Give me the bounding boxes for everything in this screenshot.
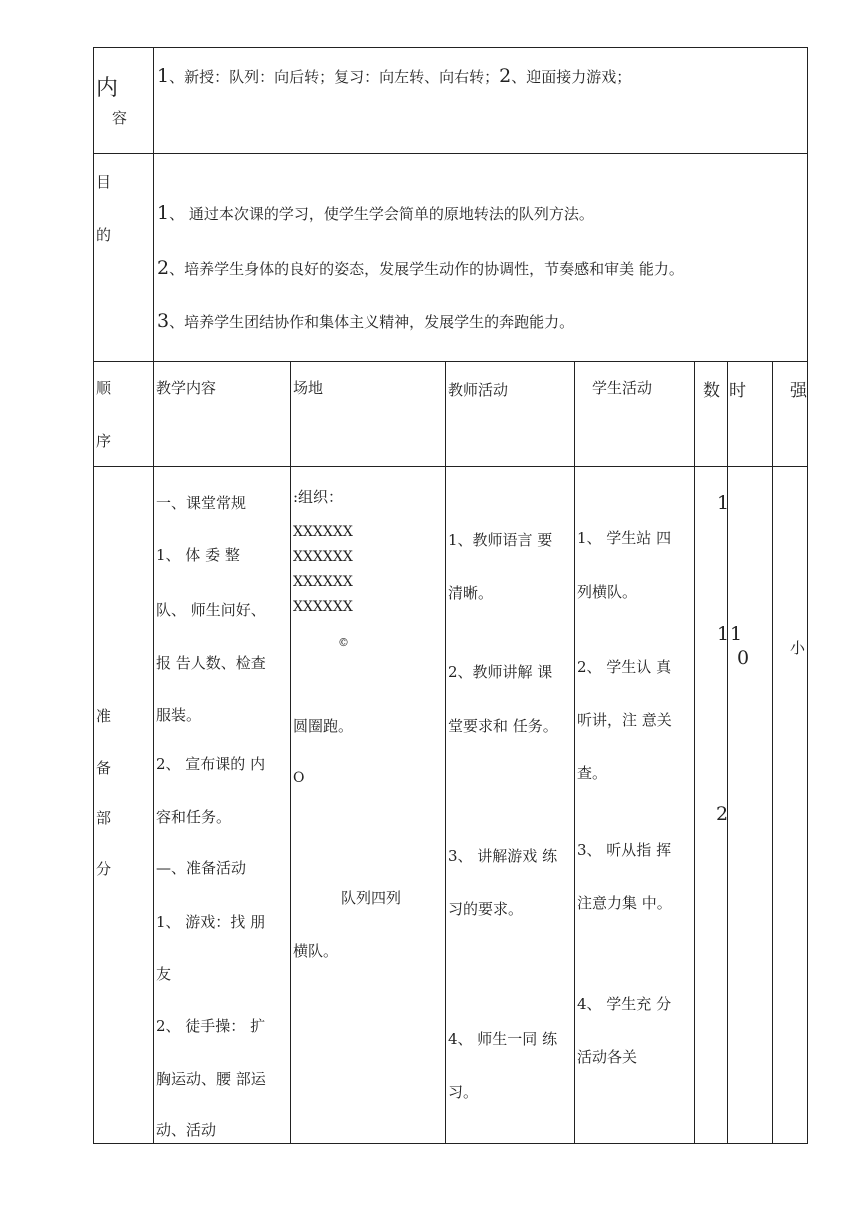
header-student: 学生活动 xyxy=(592,379,653,397)
formation-row: XXXXXX xyxy=(293,524,353,540)
column-divider-time xyxy=(772,361,773,1144)
header-venue: 场地 xyxy=(293,379,324,397)
section-name-char: 备 xyxy=(96,759,112,777)
content-row-label-1: 内 xyxy=(96,76,119,101)
column-divider-content xyxy=(290,361,291,1144)
teacher-line: 堂要求和 任务。 xyxy=(448,717,558,735)
teacher-line: 2、教师讲解 课 xyxy=(448,663,553,681)
goal-number: 3 xyxy=(157,310,170,332)
goal-text: 、培养学生团结协作和集体主义精神，发展学生的奔跑能力。 xyxy=(169,313,575,331)
student-line: 听讲，注 意关 xyxy=(577,711,672,729)
header-time: 时 xyxy=(729,381,746,401)
venue-circle-run: 圆圈跑。 xyxy=(293,717,354,735)
content-line: 队、 师生问好、 xyxy=(156,601,266,619)
column-divider-count xyxy=(727,361,728,1144)
time-value: 0 xyxy=(737,647,750,669)
student-line: 4、 学生充 分 xyxy=(577,995,672,1013)
content-row-label-2: 容 xyxy=(112,109,128,127)
content-line: 报 告人数、检查 xyxy=(156,654,266,672)
student-line: 3、 听从指 挥 xyxy=(577,841,672,859)
goal-text: 、 通过本次课的学习，使学生学会简单的原地转法的队列方法。 xyxy=(169,205,594,223)
section-name-char: 准 xyxy=(96,707,112,725)
content-line: 2、 宣布课的 内 xyxy=(156,755,266,773)
header-intensity: 强 xyxy=(790,381,807,401)
column-divider-student xyxy=(694,361,695,1144)
column-divider-venue xyxy=(445,361,446,1144)
content-line: 胸运动、腰 部运 xyxy=(156,1070,266,1088)
student-line: 活动各关 xyxy=(577,1048,638,1066)
goal-item xyxy=(157,258,684,279)
content-line: 容和任务。 xyxy=(156,808,232,826)
formation-row: XXXXXX xyxy=(293,574,353,590)
content-line: 2、 徒手操： 扩 xyxy=(156,1017,266,1035)
venue-circle-symbol: O xyxy=(293,770,305,786)
row-divider-goals xyxy=(93,361,808,362)
teacher-line: 习的要求。 xyxy=(448,900,524,918)
teacher-line: 1、教师语言 要 xyxy=(448,531,553,549)
count-value: 1 xyxy=(717,492,730,514)
student-line: 注意力集 中。 xyxy=(577,894,672,912)
venue-formation-line-1: 队列四列 xyxy=(341,889,402,907)
content-text-a: 、新授：队列：向后转；复习：向左转、向右转； xyxy=(169,68,500,86)
goals-row-label-1: 目 xyxy=(96,173,112,191)
content-text-b: 、迎面接力游戏； xyxy=(511,68,632,86)
goal-text: 、培养学生身体的良好的姿态，发展学生动作的协调性，节奏感和审美 能力。 xyxy=(169,260,684,278)
row-divider-header xyxy=(93,466,808,467)
count-value: 2 xyxy=(716,803,729,825)
content-line: 动、活动 xyxy=(156,1121,217,1139)
formation-row: XXXXXX xyxy=(293,549,353,565)
header-order-1: 顺 xyxy=(96,379,112,397)
header-teacher: 教师活动 xyxy=(448,381,509,399)
intensity-value: 小 xyxy=(790,639,806,657)
content-line: —、准备活动 xyxy=(156,859,247,877)
header-order-2: 序 xyxy=(96,432,112,450)
content-number-2: 2 xyxy=(499,65,512,87)
goal-number: 2 xyxy=(157,257,170,279)
venue-organization-label: :组织： xyxy=(293,488,344,506)
formation-row: XXXXXX xyxy=(293,599,353,615)
section-name-char: 部 xyxy=(96,809,112,827)
table-border-left xyxy=(93,47,94,1144)
content-line: 一、课堂常规 xyxy=(156,494,247,512)
student-line: 1、 学生站 四 xyxy=(577,529,672,547)
section-name-char: 分 xyxy=(96,860,112,878)
student-line: 列横队。 xyxy=(577,583,638,601)
teacher-line: 清晰。 xyxy=(448,584,494,602)
lesson-content-text xyxy=(157,66,631,87)
teacher-line: 习。 xyxy=(448,1083,479,1101)
content-number-1: 1 xyxy=(157,65,170,87)
table-border-top xyxy=(93,47,808,48)
table-border-bottom xyxy=(93,1143,808,1144)
teacher-line: 4、 师生一同 练 xyxy=(448,1030,558,1048)
column-divider-teacher xyxy=(574,361,575,1144)
header-content: 教学内容 xyxy=(156,379,217,397)
goal-item xyxy=(157,311,574,332)
goals-row-label-2: 的 xyxy=(96,226,112,244)
content-line: 1、 体 委 整 xyxy=(156,546,240,564)
goal-number: 1 xyxy=(157,202,170,224)
content-line: 1、 游戏：找 朋 xyxy=(156,913,266,931)
row-divider-content xyxy=(93,153,808,154)
header-count: 数 xyxy=(703,381,720,401)
teacher-position-symbol: © xyxy=(338,636,349,649)
table-border-right xyxy=(807,47,808,1144)
content-line: 友 xyxy=(156,965,172,983)
time-value: 1 xyxy=(730,623,743,645)
student-line: 查。 xyxy=(577,764,608,782)
goal-item xyxy=(157,203,594,224)
student-line: 2、 学生认 真 xyxy=(577,658,672,676)
count-value: 1 xyxy=(717,623,730,645)
venue-formation-line-2: 横队。 xyxy=(293,942,339,960)
content-line: 服装。 xyxy=(156,706,202,724)
teacher-line: 3、 讲解游戏 练 xyxy=(448,847,558,865)
column-divider-label xyxy=(153,47,154,1144)
